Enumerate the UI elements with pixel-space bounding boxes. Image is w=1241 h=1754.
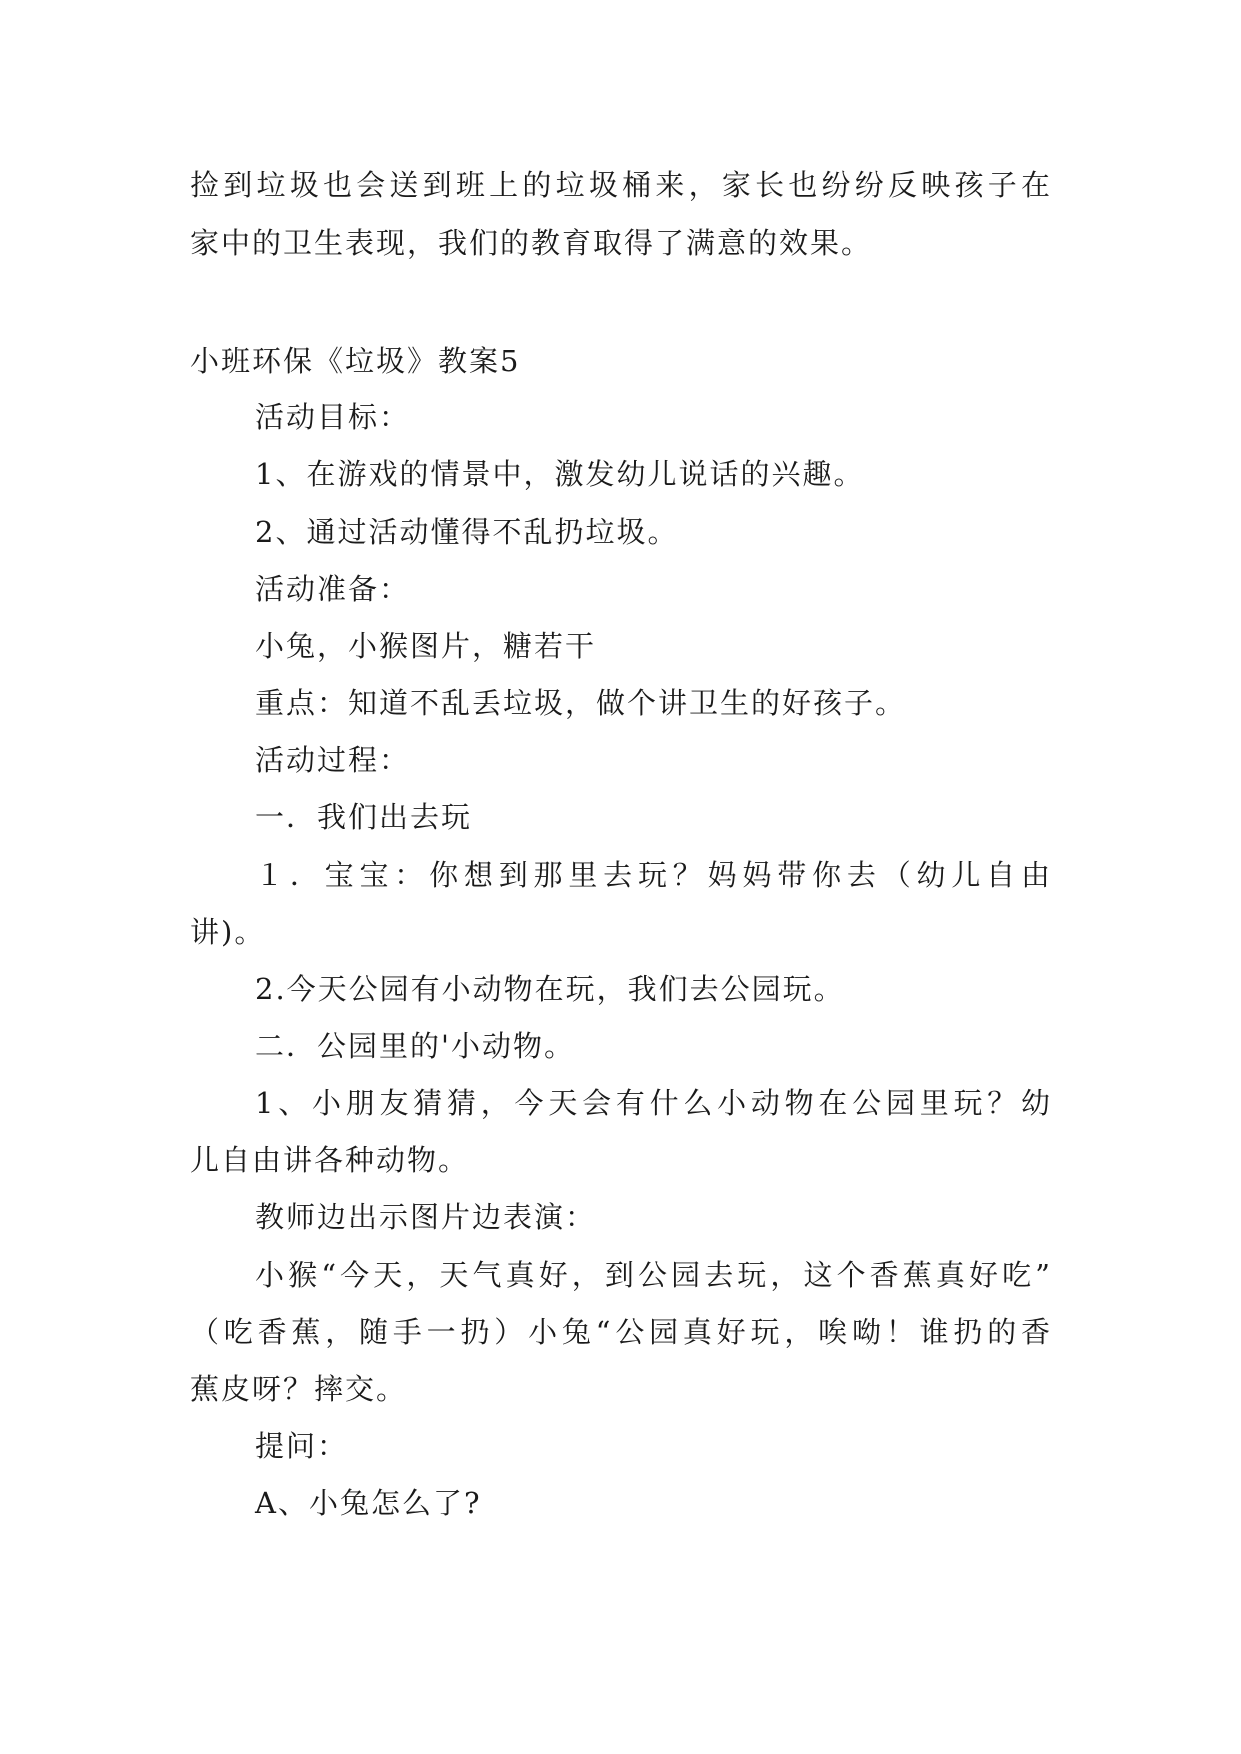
heading-question: 提问： [255,1429,349,1463]
section-title: 小班环保《垃圾》教案5 [190,344,521,378]
heading-activity-goals: 活动目标： [255,400,411,434]
heading-activity-process: 活动过程： [255,743,411,777]
key-point: 重点：知道不乱丢垃圾，做个讲卫生的好孩子。 [255,686,907,720]
process-step: 二．公园里的'小动物。 [255,1029,575,1063]
question-item: A、小兔怎么了? [255,1486,482,1520]
paragraph-line: 小猴“今天，天气真好，到公园去玩，这个香蕉真好吃” [255,1258,1052,1292]
paragraph-line: 家中的卫生表现，我们的教育取得了满意的效果。 [190,226,873,260]
goal-item: 2、通过活动懂得不乱扔垃圾。 [255,515,679,549]
paragraph-line: 教师边出示图片边表演： [255,1200,597,1234]
heading-activity-prep: 活动准备： [255,572,411,606]
process-item: １．宝宝：你想到那里去玩？妈妈带你去（幼儿自由 [255,858,1052,892]
process-item-cont: 讲)。 [190,915,266,949]
process-item: 1、小朋友猜猜，今天会有什么小动物在公园里玩？幼 [255,1086,1052,1120]
paragraph-line: 蕉皮呀？摔交。 [190,1372,408,1406]
paragraph-line: 捡到垃圾也会送到班上的垃圾桶来，家长也纷纷反映孩子在 [190,168,1052,202]
process-item: 2.今天公园有小动物在玩，我们去公园玩。 [255,972,845,1006]
process-item-cont: 儿自由讲各种动物。 [190,1143,470,1177]
prep-item: 小兔，小猴图片，糖若干 [255,629,597,663]
paragraph-line: （吃香蕉，随手一扔）小兔“公园真好玩，唉呦！谁扔的香 [190,1315,1052,1349]
process-step: 一．我们出去玩 [255,800,473,834]
goal-item: 1、在游戏的情景中，激发幼儿说话的兴趣。 [255,457,865,491]
